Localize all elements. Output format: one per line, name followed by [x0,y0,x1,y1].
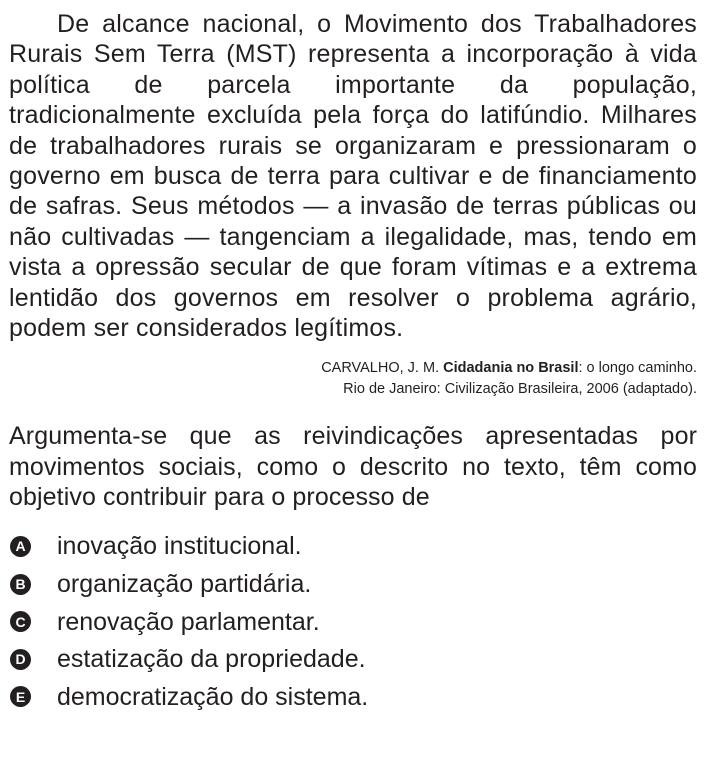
option-text-c: renovação parlamentar. [57,607,320,636]
option-letter-c-icon: C [10,611,31,632]
option-text-d: estatização da propriedade. [57,645,366,674]
option-letter-e-icon: E [10,686,31,707]
option-text-e: democratização do sistema. [57,682,369,711]
question-page [9,9,697,716]
option-letter-d-icon: D [10,649,31,670]
option-d[interactable] [9,640,697,678]
citation-line-1 [9,358,697,379]
passage-text: De alcance nacional, o Movimento dos Trabalhadores Rurais Sem Terra (MST) representa a incorporação à vida política de parcela importante da população, tradicionalmente excluída pela força do latifúndio. Milhares de trabalhadores rurais se organizaram e pressionaram o governo em busca de terra para cultivar e de financiamento de safras. Seus métodos — a invasão de terras públicas ou não cultivadas — tangenciam a ilegalidade, mas, tendo em vista a opressão secular de que foram vítimas e a extrema lentidão dos governos em resolver o problema agrário, podem ser considerados legítimos. [9,10,697,343]
option-text-b: organização partidária. [57,570,312,599]
option-a[interactable] [9,528,697,566]
answer-options [9,528,697,716]
citation-publisher: Rio de Janeiro: Civilização Brasileira, 2006 (adaptado). [343,381,697,398]
question-stem: Argumenta-se que as reivindicações apresentadas por movimentos sociais, como o descrito no texto, têm como objetivo contribuir para o processo de [9,422,697,512]
citation [9,358,697,400]
citation-title: Cidadania no Brasil [443,360,579,377]
option-letter-a-icon: A [10,536,31,557]
option-b[interactable] [9,565,697,603]
option-letter-b-icon: B [10,574,31,595]
option-c[interactable] [9,603,697,641]
citation-subtitle: : o longo caminho. [578,360,697,377]
option-text-a: inovação institucional. [57,532,302,561]
citation-author: CARVALHO, J. M. [321,360,444,377]
option-e[interactable] [9,678,697,716]
